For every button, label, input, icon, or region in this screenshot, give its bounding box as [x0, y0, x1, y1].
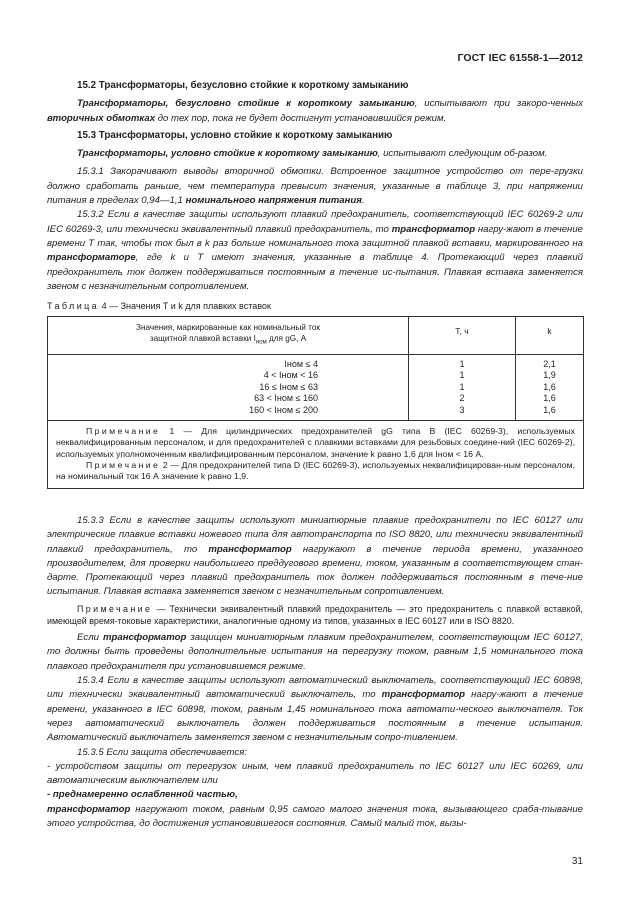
- table-row: 160 < Iном ≤ 200: [249, 404, 318, 415]
- table-row: 63 < Iном ≤ 160: [254, 393, 318, 404]
- paragraph-15-3-3: 15.3.3 Если в качестве защиты используют миниатюрные плавкие предохранители по IEC 60127 или электрические плавкие вставки ножевого типа для автотранспорта по ISO 8820, или технически эквивалентный плавкий предохранитель, то трансформатор нагружают в течение периода времени, указанного производителем, для проверки наибольшего преддугового времени, током, указанным в соответствующем стан-дарте. Протекающий через плавкий предохранитель ток должен поддерживаться постоянным в тече-ние испытания. Плавкая вставка заменяется звеном с незначительным сопротивлением.: [47, 515, 583, 598]
- paragraph-15-3-1: 15.3.1 Закорачивают выводы вторичной обмотки. Встроенное защитное устройство от пере-грузки должно сработать раньше, чем температура превысит значения, указанные в таблице 3, при напряжении питания в пределах 0,94—1,1 номинального напряжения питания.: [47, 166, 583, 207]
- table-notes-row: [48, 421, 584, 489]
- heading-15-3: 15.3 Трансформаторы, условно стойкие к короткому замыканию: [77, 129, 393, 141]
- main-text-block-1: [47, 79, 583, 294]
- paragraph-15-2: Трансформаторы, безусловно стойкие к короткому замыканию, испытывают при закоро-ченных вторичных обмотках до тех пор, пока не будет достигнут установившийся режим.: [47, 98, 583, 124]
- note-15-3-3: Примечание — Технически эквивалентный плавкий предохранитель — это предохранитель с плавкой вставкой, имеющей время-токовые характеристики, аналогичные одному из типов, указанных в IEC 60127 или в ISO 8820.: [47, 603, 583, 626]
- col-header-rated-current: Значения, маркированные как номинальный ток защитной плавкой вставки $I_{ном}$ для gG, А: [48, 317, 409, 355]
- list-item-overload-device: - устройством защиты от перегрузок иным, чем плавкий предохранитель по IEC 60127 или IEC 60269, или автоматическим выключателем или: [47, 760, 583, 787]
- col-header-T: T, ч: [409, 317, 516, 355]
- paragraph-15-3-5: 15.3.5 Если защита обеспечивается:: [77, 746, 247, 758]
- table-note-1: Примечание 1 — Для цилиндрических предохранителей gG типа В (IEC 60269-3), используемых неквалифицированным персоналом, и для предохранителей с плавкими вставками для резьбовых соедине-ний (IEC 60269-2), используемых уполномоченным квалифицированным персоналом, значение k равно 1,6 для Iном < 16 А.: [56, 426, 576, 459]
- table-data-row: [48, 354, 584, 421]
- page-number: 31: [571, 856, 583, 867]
- table-4-caption: Таблица 4 — Значения T и k для плавких вставок: [47, 301, 271, 311]
- main-text-block-2: [47, 514, 583, 831]
- paragraph-15-3: Трансформаторы, условно стойкие к короткому замыканию, испытывают следующим об-разом.: [77, 148, 548, 160]
- table-row: Iном ≤ 4: [284, 358, 318, 369]
- paragraph-15-3-4: 15.3.4 Если в качестве защиты используют автоматический выключатель, соответствующий IEC 60898, или технически эквивалентный автоматический выключатель, то трансформатор нагру-жают в течение времени, указанного в IEC 60898, током, равным 1,45 номинального тока автомати-ческого выключателя. Ток через автоматический выключатель должен поддерживаться постоянным в течение испытания. Автоматический выключатель заменяется звеном с незначительным сопро-тивлением.: [47, 675, 583, 744]
- table-header-row: [48, 317, 584, 355]
- cell-k-values: 2,1 1,9 1,6 1,6 1,6: [516, 354, 584, 421]
- table-row: 16 ≤ Iном ≤ 63: [259, 381, 318, 392]
- paragraph-15-3-3-b: Если трансформатор защищен миниатюрным плавким предохранителем, соответствующим IEC 60127, то должны быть проведены дополнительные испытания на перегрузку током, равным 1,5 номинального тока плавкого предохранителя при установившемся режиме.: [47, 632, 584, 672]
- cell-conditions: [48, 354, 409, 421]
- heading-15-2: 15.2 Трансформаторы, безусловно стойкие к короткому замыканию: [77, 80, 409, 91]
- table-4: [47, 316, 584, 489]
- document-id-header: ГОСТ IEC 61558-1—2012: [457, 52, 583, 64]
- paragraph-15-3-5-b: трансформатор нагружают током, равным 0,95 самого малого значения тока, вызывающего сраба-тывание этого устройства, до достижения установившегося состояния. Самый малый ток, вызы-: [47, 803, 583, 830]
- table-notes: [48, 421, 584, 489]
- table-note-2: Примечание 2 — Для предохранителей типа D (IEC 60269-3), используемых неквалифицирован-ным персоналом, на номинальный ток 16 А значение k равно 1,9.: [56, 459, 575, 481]
- col-header-k: k: [516, 317, 584, 355]
- list-item-weak-part: - преднамеренно ослабленной частью,: [47, 789, 238, 801]
- table-row: 4 < Iном < 16: [263, 370, 318, 381]
- cell-T-values: 1 1 1 2 3: [409, 354, 516, 421]
- paragraph-15-3-2: 15.3.2 Если в качестве защиты используют плавкий предохранитель, соответствующий IEC 60269-2 или IEC 60269-3, или технически эквивалентный плавкий предохранитель, то трансформатор нагру-жают в течение времени T так, чтобы ток был в k раз больше номинального тока защитной плавкой вставки, маркированного на трансформаторе, где k и T имеют значения, указанные в таблице 4. Протекающий через плавкий предохранитель ток должен поддерживаться постоянным в течение ис-пытания. Плавкая вставка заменяется звеном с незначительным сопротивлением.: [47, 209, 583, 292]
